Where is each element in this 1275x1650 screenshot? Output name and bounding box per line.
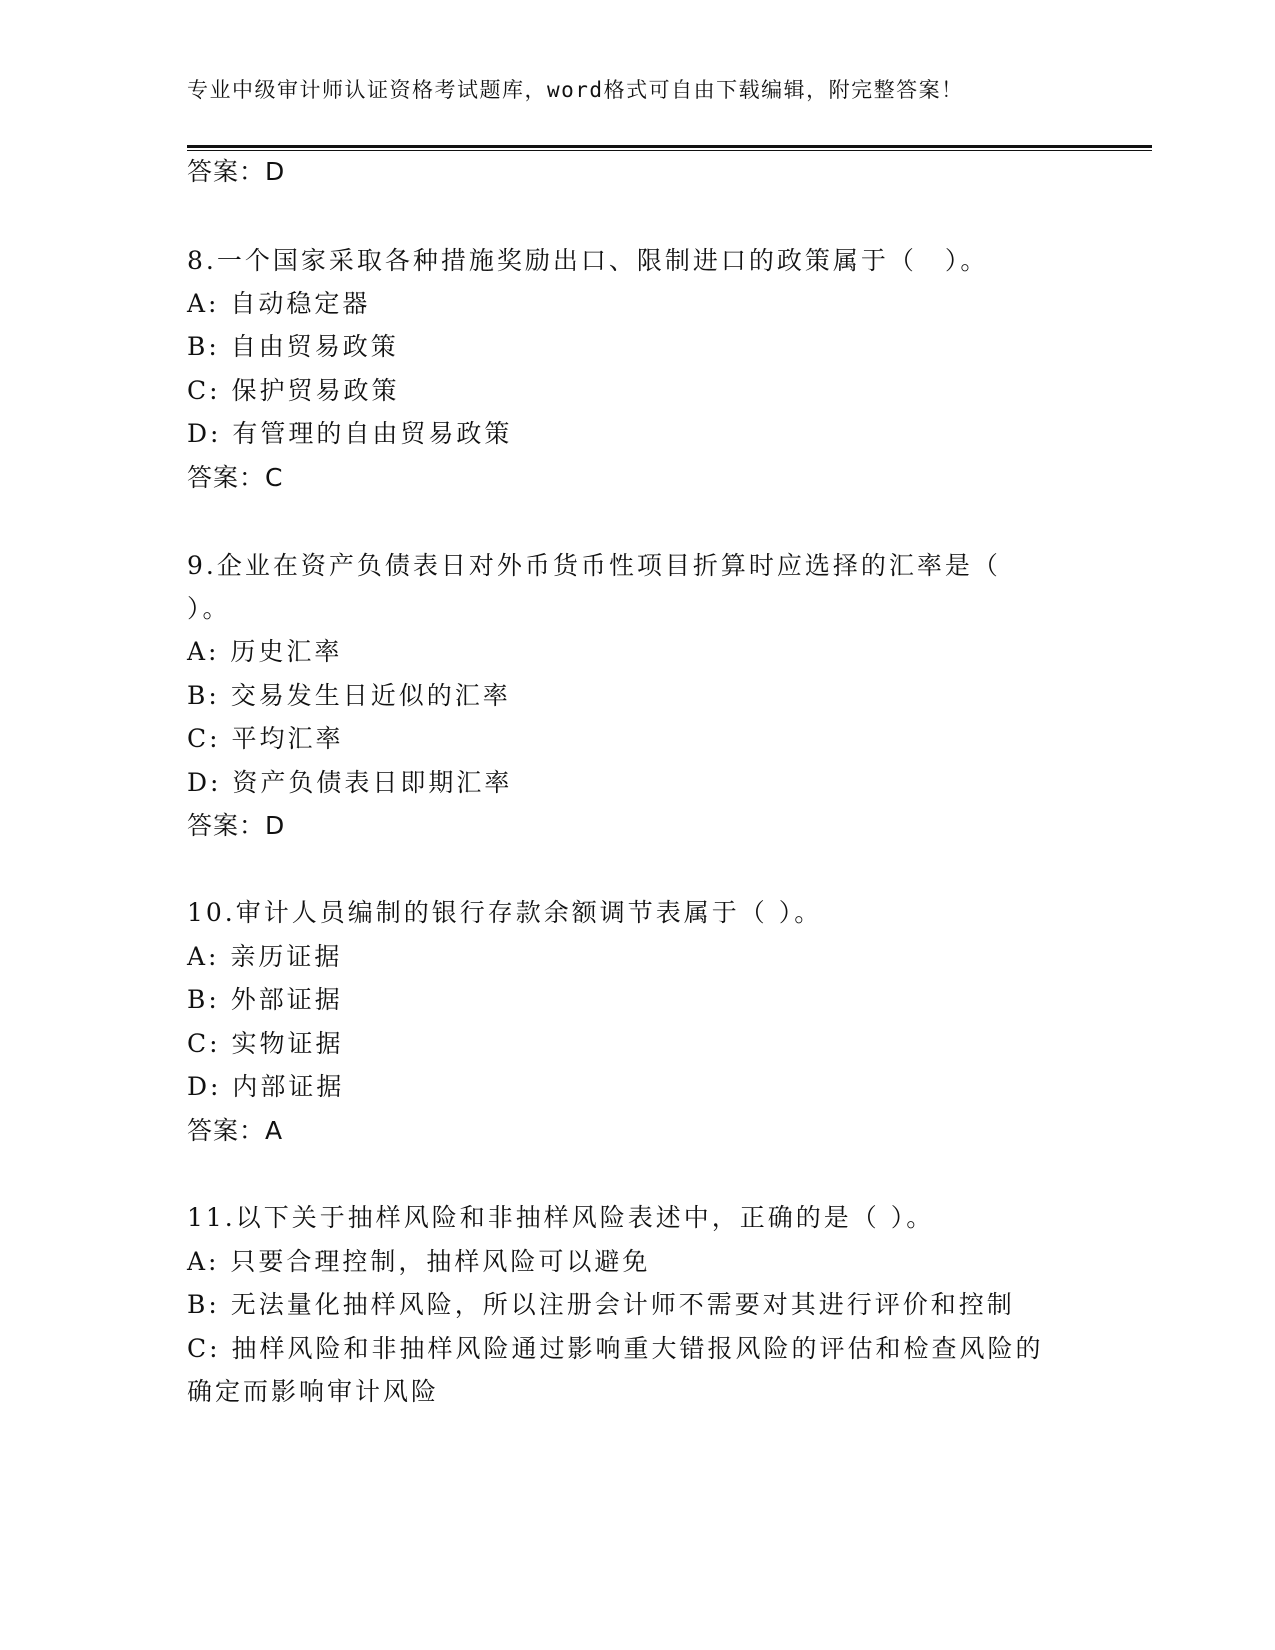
question-11-option-a: A: 只要合理控制，抽样风险可以避免	[187, 1247, 651, 1276]
question-8-option-a: A: 自动稳定器	[187, 289, 371, 318]
question-8-option-c: C: 保护贸易政策	[187, 376, 400, 405]
question-9-option-d: D: 资产负债表日即期汇率	[187, 768, 513, 797]
question-10-option-a: A: 亲历证据	[187, 942, 343, 971]
header-divider-thin	[187, 150, 1152, 151]
question-10-text: 10.审计人员编制的银行存款余额调节表属于（ ）。	[187, 898, 823, 927]
question-8-answer: 答案：C	[187, 463, 284, 492]
page-header: 专业中级审计师认证资格考试题库，word格式可自由下载编辑，附完整答案！	[187, 78, 964, 102]
answer-line: 答案：D	[187, 157, 286, 186]
question-8-option-d: D: 有管理的自由贸易政策	[187, 419, 513, 448]
question-9-option-c: C: 平均汇率	[187, 724, 344, 753]
header-divider-thick	[187, 145, 1152, 148]
question-10-option-b: B: 外部证据	[187, 985, 343, 1014]
question-9-option-b: B: 交易发生日近似的汇率	[187, 681, 511, 710]
question-9-option-a: A: 历史汇率	[187, 637, 343, 666]
question-10-option-c: C: 实物证据	[187, 1029, 344, 1058]
question-9-text: 9.企业在资产负债表日对外币货币性项目折算时应选择的汇率是（	[187, 551, 1001, 580]
question-10-option-d: D: 内部证据	[187, 1072, 345, 1101]
question-9-answer: 答案：D	[187, 811, 286, 840]
question-8-option-b: B: 自由贸易政策	[187, 332, 399, 361]
question-8-text: 8.一个国家采取各种措施奖励出口、限制进口的政策属于（ ）。	[187, 246, 989, 275]
question-11-text: 11.以下关于抽样风险和非抽样风险表述中，正确的是（ ）。	[187, 1203, 935, 1232]
question-9-text-cont: ）。	[187, 594, 231, 623]
question-11-option-c-cont: 确定而影响审计风险	[187, 1377, 440, 1406]
question-11-option-c: C: 抽样风险和非抽样风险通过影响重大错报风险的评估和检查风险的	[187, 1334, 1044, 1363]
question-10-answer: 答案：A	[187, 1116, 284, 1145]
question-11-option-b: B: 无法量化抽样风险，所以注册会计师不需要对其进行评价和控制	[187, 1290, 1015, 1319]
